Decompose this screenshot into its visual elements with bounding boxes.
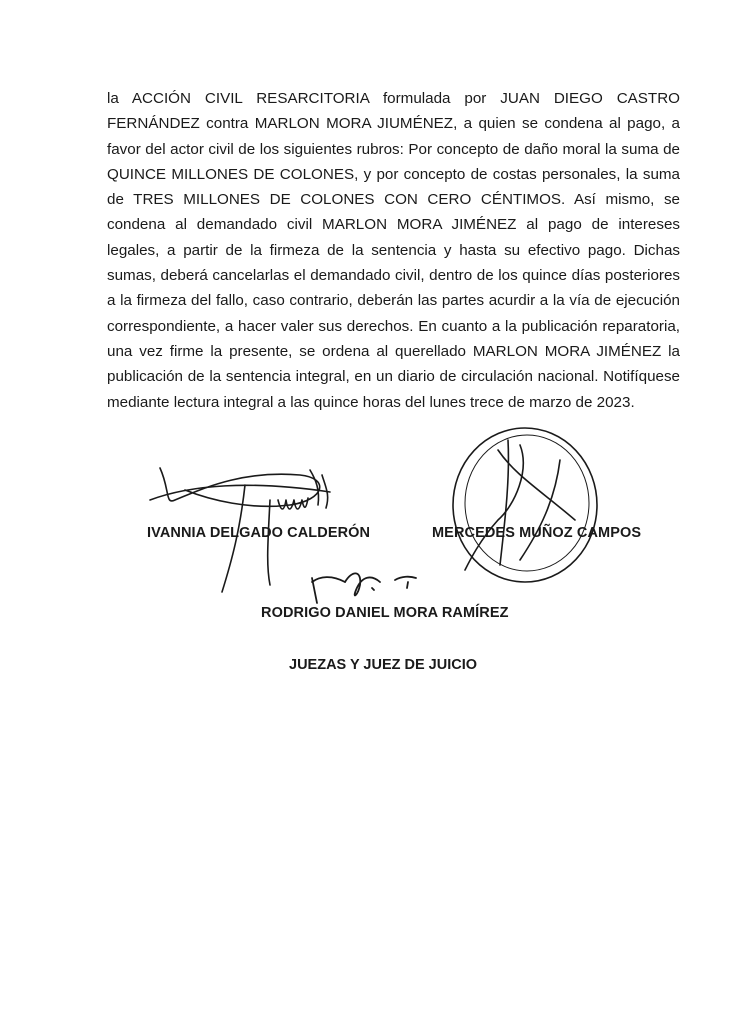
signature-center — [312, 573, 416, 603]
court-title: JUEZAS Y JUEZ DE JUICIO — [289, 657, 478, 673]
signatory-name-right: MERCEDES MUÑOZ CAMPOS — [432, 525, 642, 541]
resolution-paragraph: la ACCIÓN CIVIL RESARCITORIA formulada por JUAN DIEGO CASTRO FERNÁNDEZ contra MARLON MORA JIUMÉNEZ, a quien se condena al pago, a favor del actor civil de los siguientes rubros: Por concepto de daño moral la suma de QUINCE MILLONES DE COLONES, y por concepto de costas personales, la suma de TRES MILLONES DE COLONES CON CERO CÉNTIMOS. Así mismo, se condena al demandado civil MARLON MORA JIMÉNEZ al pago de intereses legales, a partir de la firmeza de la sentencia y hasta su efectivo pago. Dichas sumas, deberá cancelarlas el demandado civil, dentro de los quince días posteriores a la firmeza del fallo, caso contrario, deberán las partes acurdir a la vía de ejecución correspondiente, a hacer valer sus derechos. En cuanto a la publicación reparatoria, una vez firme la presente, se ordena al querellado MARLON MORA JIMÉNEZ la publicación de la sentencia integral, en un diario de circulación nacional. Notifíquese mediante lectura integral a las quince horas del lunes trece de marzo de 2023. — [107, 90, 680, 411]
resolution-text — [107, 86, 680, 415]
signature-right — [453, 428, 597, 582]
signatory-name-center: RODRIGO DANIEL MORA RAMÍREZ — [261, 605, 509, 621]
signatory-name-left: IVANNIA DELGADO CALDERÓN — [147, 525, 371, 541]
